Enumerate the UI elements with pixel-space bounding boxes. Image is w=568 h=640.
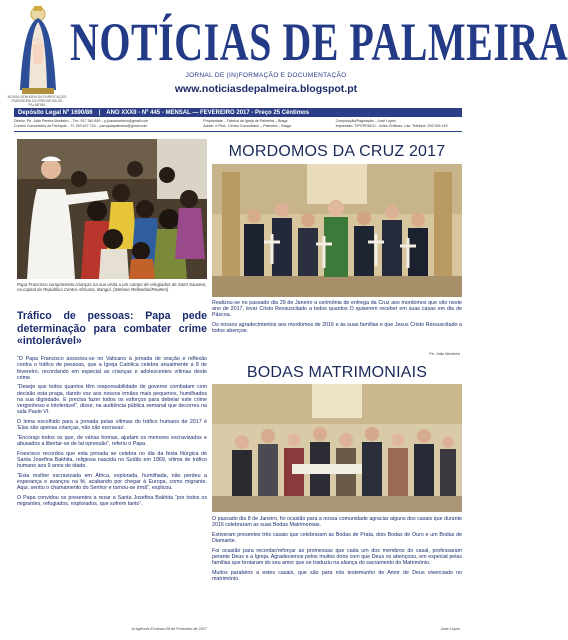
credit-line: Propriedade – Fábrica da Igreja de Palmeira – Braga	[203, 119, 288, 123]
saint-statue-image	[14, 4, 62, 96]
edition-info-bar: Depósito Legal Nº 1690/86 | ANO XXXII - Nº 445 - MENSAL — FEVEREIRO 2017 - Preço 25 Cêntimos	[14, 108, 462, 117]
article-body	[212, 516, 462, 585]
article-paragraph: O passado dia 8 de Janeiro, foi ocasião para a nossa comunidade agraciar alguns dos casais que durante 2016 celebraram as suas Bodas Matrimoniais.	[212, 516, 462, 529]
article-body	[17, 356, 207, 511]
article-headline: Tráfico de pessoas: Papa pede determinação para combater crime «intolerável»	[17, 310, 207, 347]
credits-block	[14, 119, 462, 129]
article-paragraph: Os nossos agradecimentos aos mordomos de 2016 e às suas famílias e que Jesus Cristo Ressuscitado a todos abençoe.	[212, 322, 462, 335]
article-source: In Agência Ecclesia 08 de Fevereiro de 2017	[131, 627, 207, 631]
article-paragraph: Muitos parabéns a estes casais, que são para nós testemunho de Amor de Deus vivenciado no matrimónio.	[212, 569, 462, 582]
credits-col-3	[336, 119, 462, 129]
photo-caption: Papa Francisco cumprimenta crianças na sua visita a um campo de refugiados de Saint Sauveur, na capital da República Centro-Africana, Bangui. (Stefano Rellandini/Reuters)	[17, 282, 207, 293]
credit-line: Diretor: Pe. João Pereira Monteiro – Tlm. 917 340 849 – p.joaomonteiro@gmail.com	[14, 119, 149, 123]
article-signature: José Lopes	[440, 627, 460, 631]
article-paragraph: O lema escolhido para a jornada pelas vítimas do tráfico humano de 2017 é ‘Elas são apenas crianças, não são escravas’.	[17, 419, 207, 432]
bodas-group-photo	[212, 384, 462, 512]
article-paragraph: “Encorajo todos os que, de várias formas, ajudam os menores escravizados e abusados a libertar-se de tal opressão”, referiu o Papa.	[17, 434, 207, 448]
credits-col-2	[203, 119, 329, 129]
pope-children-photo	[17, 139, 207, 279]
newspaper-title: NOTÍCIAS DE PALMEIRA	[70, 11, 568, 73]
newspaper-tagline: JORNAL DE (IN)FORMAÇÃO E DOCUMENTAÇÃO	[185, 72, 347, 79]
article-paragraph: Realizou-se no passado dia 29 de Janeiro a cerimónia de entrega da Cruz aos mordomos que vão neste ano de 2017, levar Cristo Ressuscitado a todos quantos O quiserem receber em suas casas em dia de Páscoa.	[212, 300, 462, 319]
saint-caption: NOSSA SENHORA DA PURIFICAÇÃO PADROEIRA DA FREGUESIA DE PALMEIRA	[7, 95, 67, 107]
website-link[interactable]: www.noticiasdepalmeira.blogspot.pt	[174, 83, 358, 95]
article-signature: Pe. João Monteiro	[429, 352, 460, 356]
article-paragraph: “Esta mulher escravizada em África, explorada, humilhada, não perdeu a esperança e avançou na fé, acabando por chegar à Europa, como migrante. Aqui, sentiu o chamamento do Senhor e tornou-se irmã”, explicou.	[17, 472, 207, 492]
article-headline: MORDOMOS DA CRUZ 2017	[228, 143, 446, 160]
mordomos-group-photo	[212, 164, 462, 297]
article-paragraph: “Deseje que todos quantos têm responsabilidade de governe combatam com decisão esta praga, dando voz aos nossos irmãos mais pequenos, humilhados na sua dignidade. E precisa fazer todos os esforços para debelar este crime vergonhoso e intolerável”, disse, na audiência pública semanal que decorreu na sala Paulo VI.	[17, 384, 207, 416]
article-body	[212, 300, 462, 338]
article-headline: BODAS MATRIMONIAIS	[246, 364, 428, 381]
credit-line: Correio Comunitário da Paróquia – Tf. 253 627 724 – paroquiapalmeira@gmail.com	[14, 124, 148, 128]
article-paragraph: Foi ocasião para recordar/reforçar as promessas que cada um dos membros do casal, professaram perante Deus e a Igreja. Agradecemos pelos muitos dons com que Deus os abençoou, em especial pelas famílias que brotaram do seu amor que se traduziu na aliança do sacramento do Matrimónio.	[212, 547, 462, 566]
legal-deposit: Depósito Legal Nº 1690/86	[18, 109, 93, 116]
credits-col-1	[14, 119, 197, 129]
credit-line: Impressão: TIPOPRADO – Artes Gráficas, Lda. Telefone: 253 928 149	[335, 124, 448, 128]
article-paragraph: Francisco recordou que esta jornada se celebra no dia da festa litúrgica de Santa Josefina Bakhita, religiosa nascida no Sudão em 1869, vítima de tráfico humano aos 9 anos de idade.	[17, 450, 207, 470]
article-paragraph: “O Papa Francisco associou-se no Vaticano à jornada de oração e reflexão contra o tráfico de pessoas, que a Igreja Católica celebra anualmente a 8 de fevereiro, recordando em especial as crianças e adolescentes vítimas deste crime.	[17, 356, 207, 381]
edition-details: ANO XXXII - Nº 445 - MENSAL — FEVEREIRO 2017 - Preço 25 Cêntimos	[106, 109, 310, 116]
credit-line: Composição/Paginação – José Lopes	[335, 119, 396, 123]
header-divider	[14, 131, 462, 132]
credit-line: Admin. e Red.: Centro Comunitário – Palmeira – Braga	[203, 124, 291, 128]
article-paragraph: O Papa convidou os presentes a rezar a Santa Josefina Bakhita “por todos os migrantes, refugiados, explorados, que sofrem tanto”.	[17, 495, 207, 508]
article-paragraph: Estiveram presentes três casais que celebraram as Bodas de Prata, dois Bodas de Ouro e um Bodas de Diamante.	[212, 531, 462, 544]
